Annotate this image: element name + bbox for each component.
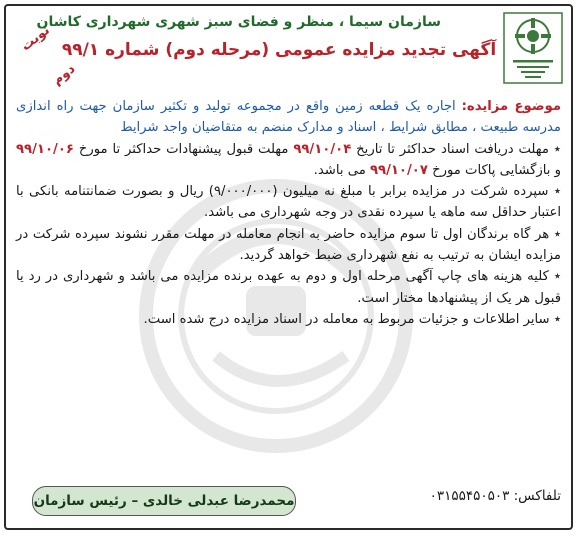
notice-body (16, 96, 561, 330)
signature-box: محمدرضا عبدلی خالدی – رئیس سازمان (32, 486, 296, 516)
deadline-text-a: مهلت دریافت اسناد حداکثر تا تاریخ (356, 141, 549, 157)
notice-footer (14, 482, 561, 520)
winners-paragraph (16, 224, 561, 267)
notice-title: آگهی تجدید مزایده عمومی (مرحله دوم) شماره ۹۹/۱ (61, 40, 497, 60)
notice-header (6, 6, 571, 90)
deposit-paragraph (16, 181, 561, 224)
subject-paragraph (16, 96, 561, 139)
deadline-text-c: و بازگشایی پاکات مورخ (432, 162, 561, 178)
bullet-icon: ٭ (553, 226, 561, 242)
proposal-deadline-date: ۹۹/۱۰/۰۶ (16, 141, 74, 157)
document-deadline-date: ۹۹/۱۰/۰۴ (293, 141, 352, 157)
subject-text: اجاره یک قطعه زمین واقع در مجموعه تولید و تکثیر سازمان جهت راه اندازی مدرسه طبیعت ، مطابق شرایط ، اسناد و مدارک منضم به متقاضیان واجد شرایط (16, 99, 561, 136)
info-paragraph (16, 309, 561, 330)
opening-date: ۹۹/۱۰/۰۷ (369, 162, 428, 178)
bullet-icon: ٭ (553, 269, 561, 285)
deadline-text-b: مهلت قبول پیشنهادات حداکثر تا مورخ (78, 141, 289, 157)
fax-number: تلفاکس: ۰۳۱۵۵۴۵۰۵۰۳ (429, 488, 561, 504)
costs-paragraph (16, 266, 561, 309)
winners-text: هر گاه برندگان اول تا سوم مزایده حاضر به انجام معامله در مهلت مقرر نشوند سپرده شرکت در مزایده ایشان به ترتیب به نفع شهرداری ضبط خواهد گردید. (16, 226, 561, 264)
bullet-icon: ٭ (553, 184, 561, 200)
subject-label: موضوع مزایده: (461, 99, 561, 114)
costs-text: کلیه هزینه های چاپ آگهی مرحله اول و دوم به عهده برنده مزایده می باشد و شهرداری در رد یا قبول هر یک از پیشنهادها مختار است. (16, 269, 561, 306)
bullet-icon: ٭ (553, 311, 561, 327)
deadline-paragraph (16, 139, 561, 182)
deadline-text-d: می باشد. (313, 162, 366, 178)
deposit-text: سپرده شرکت در مزایده برابر با مبلغ نه میلیون (۹/۰۰۰/۰۰۰) ریال و بصورت ضمانتنامه بانکی با اعتبار حداقل سه ماهه یا سپرده نقدی در وجه شهرداری می باشد. (16, 184, 561, 221)
notice-frame (4, 4, 573, 530)
bullet-icon: ٭ (553, 141, 561, 157)
info-text: سایر اطلاعات و جزئیات مربوط به معامله در اسناد مزایده درج شده است. (143, 311, 550, 327)
round-badge: نوبت دوم (18, 22, 79, 89)
organization-name: سازمان سیما ، منظر و فضای سبز شهری شهرداری کاشان (36, 14, 441, 30)
kashan-municipality-logo-icon (503, 12, 563, 84)
